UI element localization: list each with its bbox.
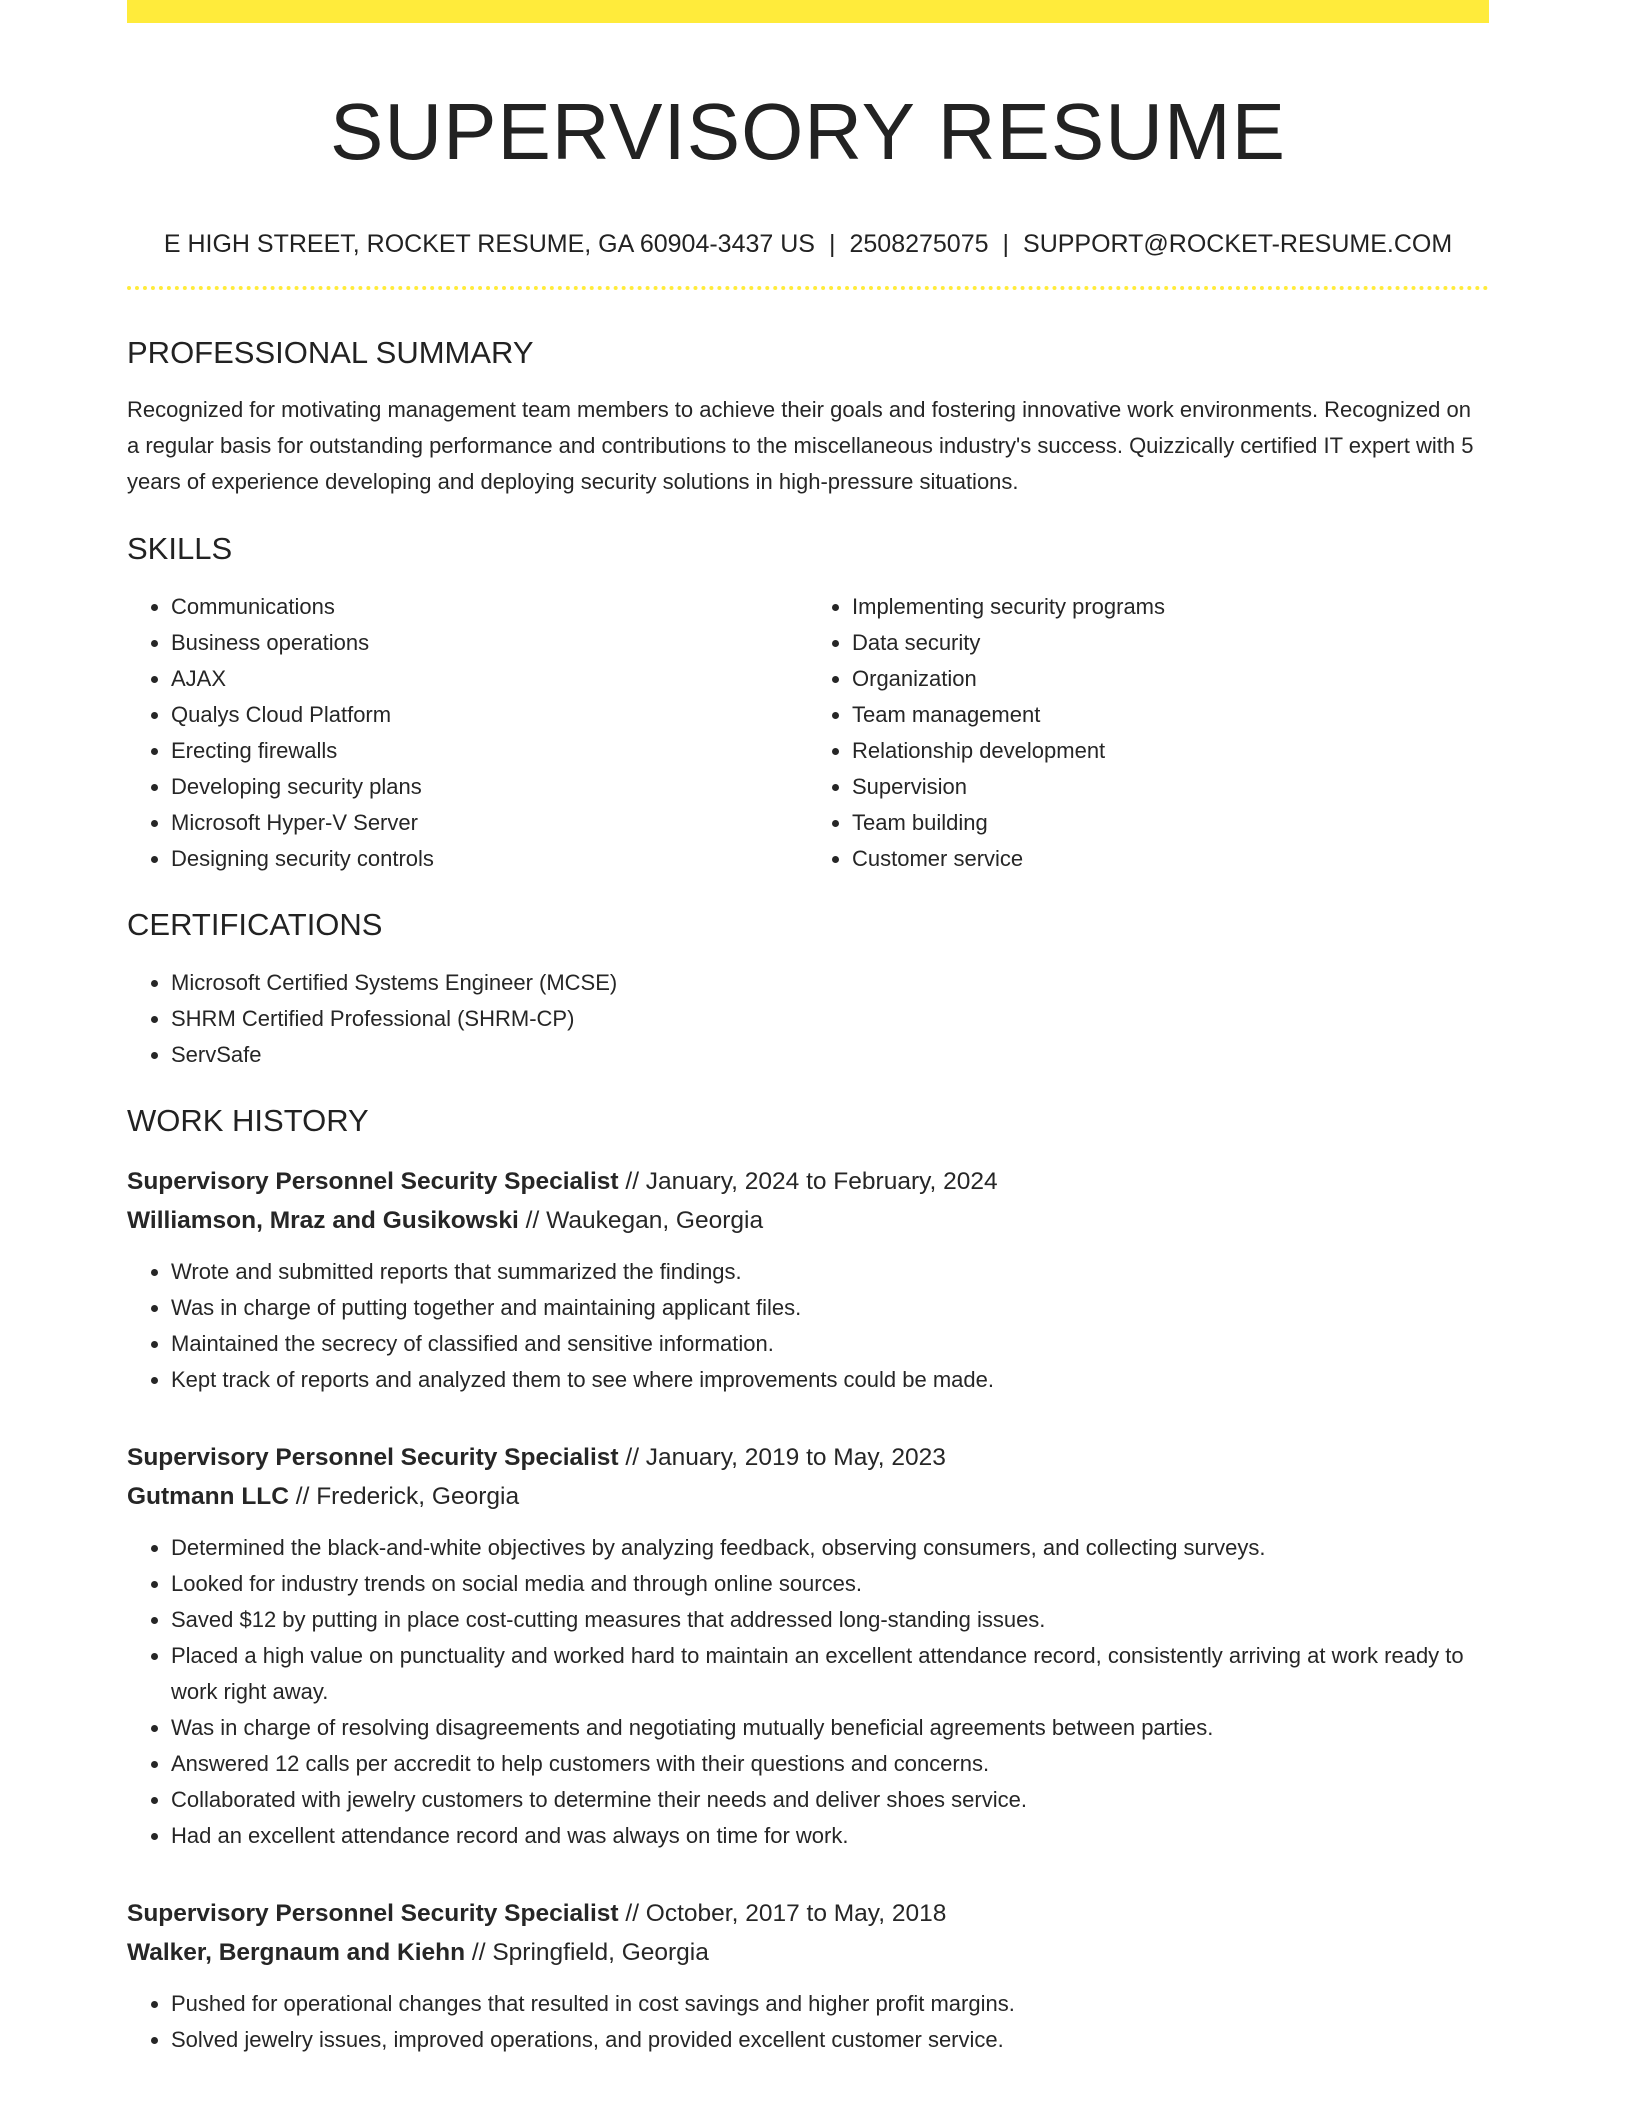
contact-separator: | — [828, 230, 836, 258]
resume-title: SUPERVISORY RESUME — [329, 87, 1287, 176]
certifications-list — [127, 965, 1489, 1073]
list-item: • Microsoft Hyper-V Server — [171, 805, 808, 841]
list-item: • Solved jewelry issues, improved operations, and provided excellent customer service. — [171, 2022, 1489, 2058]
job-company: Gutmann LLC — [127, 1483, 289, 1510]
job-title: Supervisory Personnel Security Specialist — [127, 1168, 619, 1195]
list-item: • Determined the black-and-white objectives by analyzing feedback, observing consumers, and collecting surveys. — [171, 1530, 1489, 1566]
job-bullets — [127, 1530, 1489, 1854]
list-item: • Organization — [852, 661, 1489, 697]
list-item: • Answered 12 calls per accredit to help customers with their questions and concerns. — [171, 1746, 1489, 1782]
list-item: • Kept track of reports and analyzed them to see where improvements could be made. — [171, 1362, 1489, 1398]
dotted-divider — [127, 286, 1489, 290]
list-item: • Pushed for operational changes that resulted in cost savings and higher profit margins. — [171, 1986, 1489, 2022]
work-history-list — [127, 1162, 1489, 2058]
top-accent-bar — [127, 0, 1489, 23]
job-dates: // October, 2017 to May, 2018 — [618, 1900, 947, 1927]
job-company: Williamson, Mraz and Gusikowski — [127, 1207, 519, 1234]
list-item: • Customer service — [852, 841, 1489, 877]
job-entry — [127, 1162, 1489, 1398]
list-item: • Placed a high value on punctuality and worked hard to maintain an excellent attendance record, consistently arriving at work ready to work right away. — [171, 1638, 1489, 1710]
job-bullets — [127, 1254, 1489, 1398]
job-location: // Springfield, Georgia — [465, 1939, 709, 1966]
list-item: • Was in charge of putting together and maintaining applicant files. — [171, 1290, 1489, 1326]
list-item: • Wrote and submitted reports that summarized the findings. — [171, 1254, 1489, 1290]
job-title-line — [127, 1894, 1489, 1933]
list-item: • Had an excellent attendance record and was always on time for work. — [171, 1818, 1489, 1854]
list-item: • Looked for industry trends on social media and through online sources. — [171, 1566, 1489, 1602]
summary-heading: PROFESSIONAL SUMMARY — [127, 335, 534, 370]
list-item: • Collaborated with jewelry customers to determine their needs and deliver shoes service. — [171, 1782, 1489, 1818]
certifications-heading: CERTIFICATIONS — [127, 907, 383, 942]
list-item: • Team building — [852, 805, 1489, 841]
job-dates: // January, 2024 to February, 2024 — [618, 1168, 998, 1195]
job-bullets — [127, 1986, 1489, 2058]
list-item: • ServSafe — [171, 1037, 1489, 1073]
list-item: • Was in charge of resolving disagreements and negotiating mutually beneficial agreements between parties. — [171, 1710, 1489, 1746]
list-item: • Developing security plans — [171, 769, 808, 805]
job-entry — [127, 1894, 1489, 2058]
work-history-heading: WORK HISTORY — [127, 1103, 369, 1138]
job-company-line — [127, 1933, 1489, 1972]
job-company-line — [127, 1201, 1489, 1240]
list-item: • Data security — [852, 625, 1489, 661]
skills-list — [127, 589, 1489, 877]
list-item: • Supervision — [852, 769, 1489, 805]
list-item: • Microsoft Certified Systems Engineer (MCSE) — [171, 965, 1489, 1001]
job-title: Supervisory Personnel Security Specialist — [127, 1444, 619, 1471]
list-item: • Erecting firewalls — [171, 733, 808, 769]
summary-text: Recognized for motivating management team members to achieve their goals and fostering innovative work environments. Recognized on a regular basis for outstanding performance and contributions to the miscellaneous industry's success. Quizzically certified IT expert with 5 years of experience developing and deploying security solutions in high-pressure situations. — [127, 397, 1474, 494]
contact-separator: | — [1002, 230, 1010, 258]
resume-page — [127, 0, 1489, 2058]
list-item: • Qualys Cloud Platform — [171, 697, 808, 733]
list-item: • Saved $12 by putting in place cost-cutting measures that addressed long-standing issues. — [171, 1602, 1489, 1638]
job-title: Supervisory Personnel Security Specialist — [127, 1900, 619, 1927]
job-title-line — [127, 1438, 1489, 1477]
skills-heading: SKILLS — [127, 531, 233, 566]
job-title-line — [127, 1162, 1489, 1201]
skills-column-left — [127, 589, 808, 877]
skills-column-right — [808, 589, 1489, 877]
list-item: • Maintained the secrecy of classified and sensitive information. — [171, 1326, 1489, 1362]
contact-line — [127, 229, 1489, 259]
job-location: // Waukegan, Georgia — [518, 1207, 764, 1234]
contact-phone: 2508275075 — [849, 230, 989, 258]
job-dates: // January, 2019 to May, 2023 — [618, 1444, 946, 1471]
list-item: • Business operations — [171, 625, 808, 661]
job-location: // Frederick, Georgia — [288, 1483, 520, 1510]
contact-email: SUPPORT@ROCKET-RESUME.COM — [1023, 230, 1453, 258]
job-company-line — [127, 1477, 1489, 1516]
list-item: • Relationship development — [852, 733, 1489, 769]
list-item: • Implementing security programs — [852, 589, 1489, 625]
job-entry — [127, 1438, 1489, 1854]
list-item: • Communications — [171, 589, 808, 625]
list-item: • Team management — [852, 697, 1489, 733]
list-item: • AJAX — [171, 661, 808, 697]
contact-address: E HIGH STREET, ROCKET RESUME, GA 60904-3437 US — [163, 230, 815, 258]
job-company: Walker, Bergnaum and Kiehn — [127, 1939, 466, 1966]
list-item: • Designing security controls — [171, 841, 808, 877]
list-item: • SHRM Certified Professional (SHRM-CP) — [171, 1001, 1489, 1037]
